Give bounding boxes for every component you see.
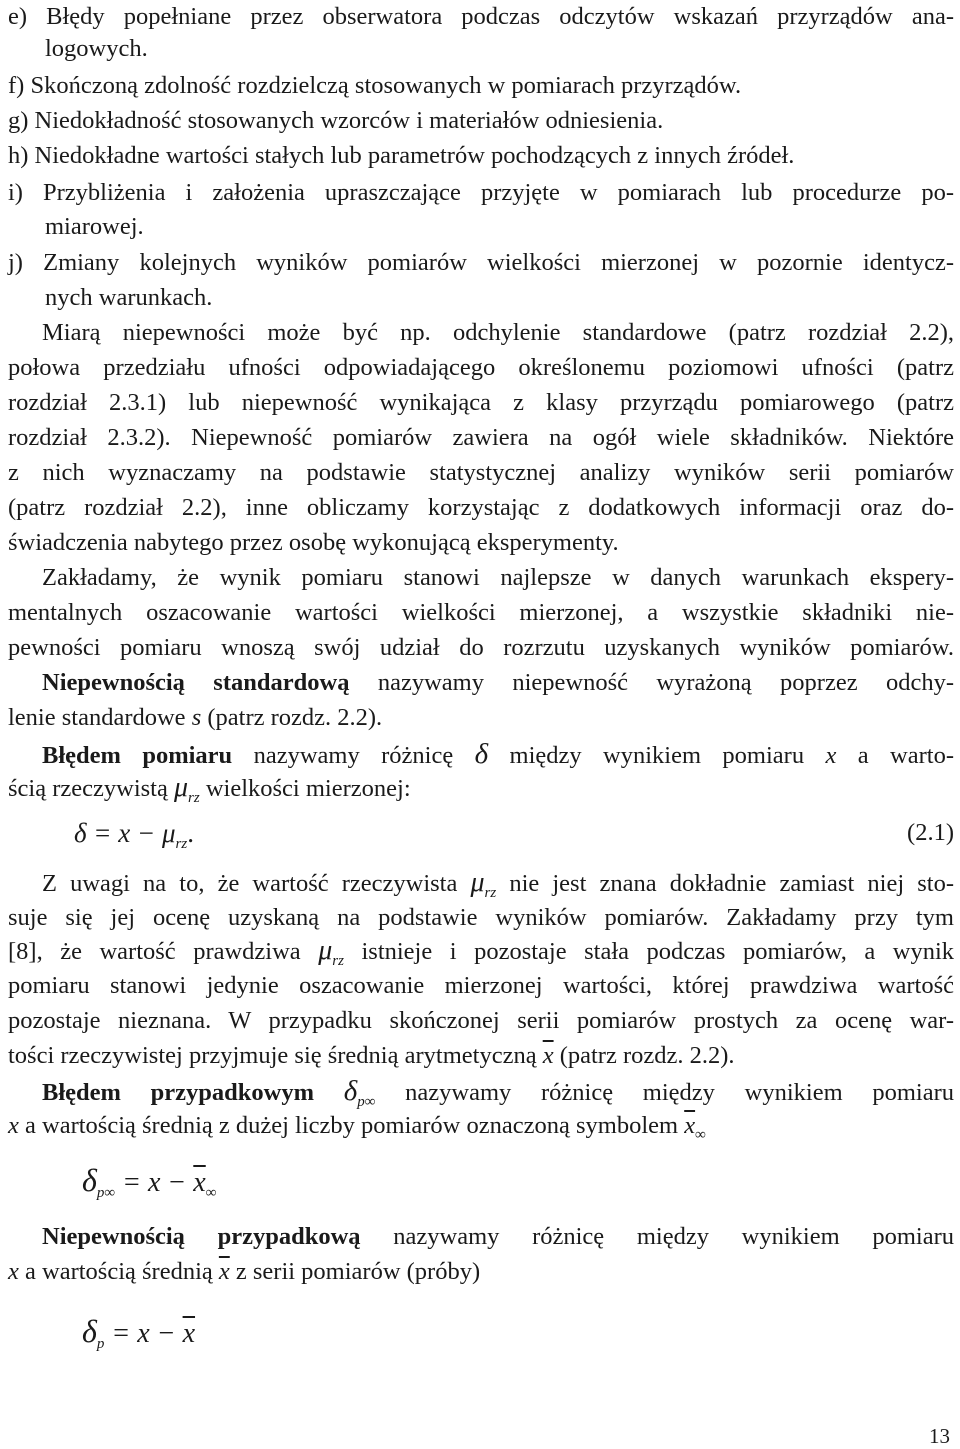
list-item-h: h) Niedokładne wartości stałych lub parametrów pochodzących z innych źródeł.: [8, 142, 795, 169]
paragraph-random-error-line2: x a wartością średnią z dużej liczby pomiarów oznaczoną symbolem $\overline{x}_\infty$: [8, 1112, 706, 1143]
paragraph-assumption-line2: mentalnych oszacowanie wartości wielkości mierzonej, a wszystkie składniki nie-: [8, 599, 954, 626]
term-random-error: Błędem przypadkowym: [42, 1079, 315, 1106]
paragraph-true-value-line2: suje się jej ocenę uzyskaną na podstawie wyników pomiarów. Zakładamy przy tym: [8, 904, 954, 931]
paragraph-true-value-line3: [8], że wartość prawdziwa $\mu_{rz}$ istnieje i pozostaje stała podczas pomiarów, a wynik: [8, 935, 955, 969]
page-number: 13: [929, 1424, 950, 1448]
paragraph-assumption-line3: pewności pomiaru wnoszą swój udział do rozrzutu uzyskanych wyników pomiarów.: [8, 634, 954, 661]
paragraph-uncertainty-line3: rozdział 2.3.1) lub niepewność wynikająca z klasy przyrządu pomiarowego (patrz: [8, 389, 954, 416]
paragraph-assumption-line1: Zakładamy, że wynik pomiaru stanowi najlepsze w danych warunkach ekspery-: [42, 564, 954, 591]
paragraph-uncertainty-line2: połowa przedziału ufności odpowiadającego określonemu poziomowi ufności (patrz: [8, 354, 954, 381]
term-measurement-error: Błędem pomiaru: [42, 742, 233, 769]
paragraph-true-value-line6: tości rzeczywistej przyjmuje się średnią arytmetyczną $\overline{x}$ (patrz rozdz. 2.2).: [8, 1042, 735, 1069]
list-item-j-line1: j) Zmiany kolejnych wyników pomiarów wielkości mierzonej w pozornie identycz-: [8, 249, 954, 276]
list-item-i-line2: miarowej.: [45, 213, 144, 240]
equation-random-error: $\delta_{p\infty} = x - \overline{x}_\infty$: [82, 1162, 217, 1201]
paragraph-measurement-error-line2: ścią rzeczywistą $\mu_{rz}$ wielkości mierzonej:: [8, 772, 411, 806]
paragraph-uncertainty-line7: świadczenia nabytego przez osobę wykonującą eksperymenty.: [8, 529, 619, 556]
list-item-i-line1: i) Przybliżenia i założenia upraszczające przyjęte w pomiarach lub procedurze po-: [8, 179, 954, 206]
paragraph-random-uncertainty-line2: x a wartością średnią $\overline{x}$ z serii pomiarów (próby): [8, 1258, 481, 1285]
paragraph-uncertainty-line5: z nich wyznaczamy na podstawie statystycznej analizy wyników serii pomiarów: [8, 459, 954, 486]
list-item-j-line2: nych warunkach.: [45, 284, 213, 311]
paragraph-standard-uncertainty-line2: lenie standardowe s (patrz rozdz. 2.2).: [8, 704, 383, 731]
list-item-e-line2: logowych.: [45, 35, 148, 62]
paragraph-random-uncertainty-line1: Niepewnością przypadkową nazywamy różnicę między wynikiem pomiaru: [42, 1223, 954, 1250]
equation-number: (2.1): [907, 819, 954, 846]
equation-random-uncertainty: $\delta_p = x - \overline{x}$: [82, 1313, 196, 1352]
term-standard-uncertainty: Niepewnością standardową: [42, 669, 350, 696]
paragraph-true-value-line1: Z uwagi na to, że wartość rzeczywista $\mu_{rz}$ nie jest znana dokładnie zamiast niej sto-: [42, 867, 954, 901]
paragraph-random-error-line1: Błędem przypadkowym $\delta_{p\infty}$ nazywamy różnicę między wynikiem pomiaru: [42, 1075, 955, 1110]
paragraph-true-value-line5: pozostaje nieznana. W przypadku skończonej serii pomiarów prostych za ocenę war-: [8, 1007, 954, 1034]
paragraph-true-value-line4: pomiaru stanowi jedynie oszacowanie mierzonej wartości, której prawdziwa wartość: [8, 972, 954, 999]
paragraph-uncertainty-line6: (patrz rozdział 2.2), inne obliczamy korzystając z dodatkowych informacji oraz do-: [8, 494, 954, 521]
paragraph-standard-uncertainty-line1: Niepewnością standardową nazywamy niepewność wyrażoną poprzez odchy-: [42, 669, 955, 696]
paragraph-measurement-error-line1: Błędem pomiaru nazywamy różnicę δ między wynikiem pomiaru x a warto-: [42, 738, 954, 770]
paragraph-uncertainty-line4: rozdział 2.3.2). Niepewność pomiarów zawiera na ogół wiele składników. Niektóre: [8, 424, 954, 451]
equation-2-1: $\delta = x - \mu_{rz}$. (2.1): [74, 818, 954, 852]
list-item-g: g) Niedokładność stosowanych wzorców i materiałów odniesienia.: [8, 107, 664, 134]
term-random-uncertainty: Niepewnością przypadkową: [42, 1223, 361, 1250]
list-item-e-line1: e) Błędy popełniane przez obserwatora podczas odczytów wskazań przyrządów ana-: [8, 3, 954, 30]
list-item-f: f) Skończoną zdolność rozdzielczą stosowanych w pomiarach przyrządów.: [8, 72, 742, 99]
paragraph-uncertainty-line1: Miarą niepewności może być np. odchylenie standardowe (patrz rozdział 2.2),: [42, 319, 954, 346]
